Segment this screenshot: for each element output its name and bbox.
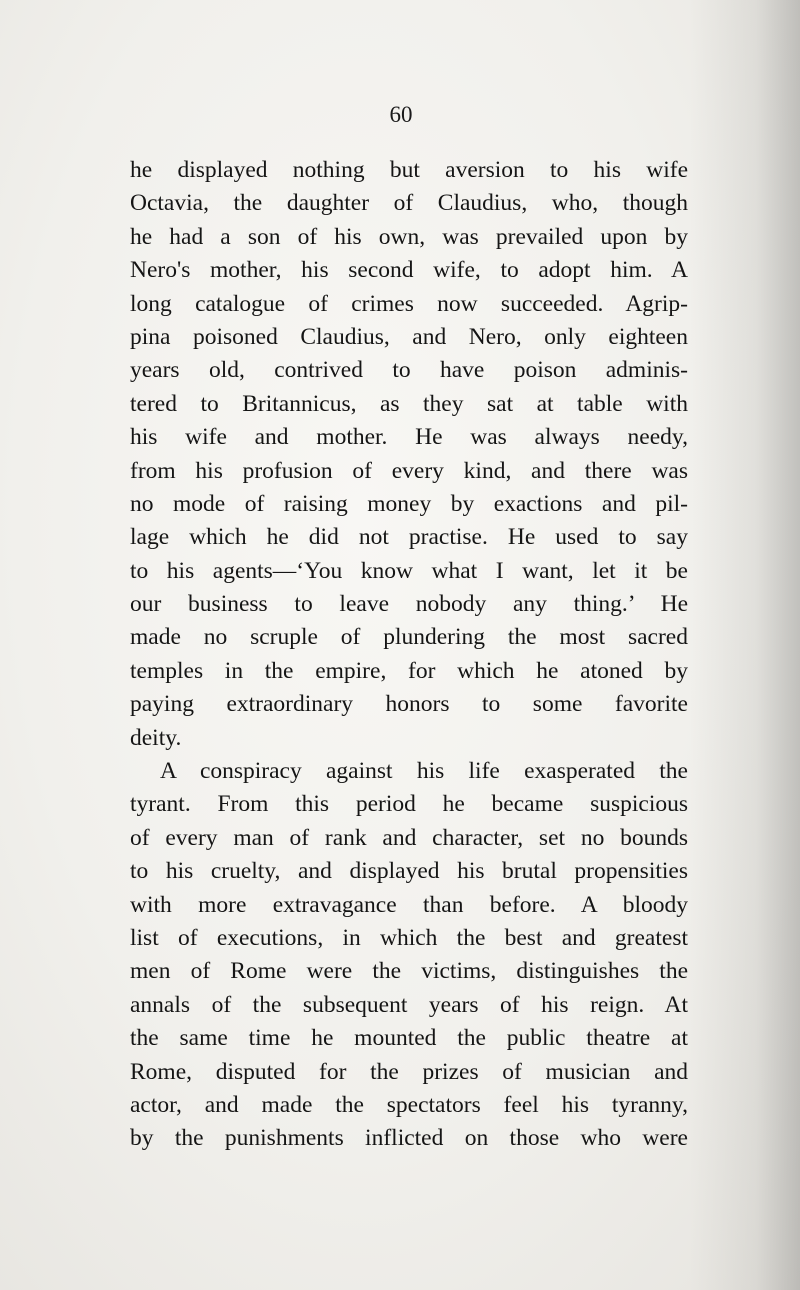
- text-line: actor, and made the spectators feel his tyranny,: [130, 1091, 688, 1118]
- text-line: men of Rome were the victims, distinguishes the: [130, 958, 688, 985]
- paragraph: [130, 755, 688, 1156]
- text-line: made no scruple of plundering the most sacred: [130, 624, 688, 651]
- text-line: to his cruelty, and displayed his brutal propensities: [130, 858, 688, 885]
- text-line: years old, contrived to have poison adminis-: [130, 357, 688, 384]
- text-line: with more extravagance than before. A bloody: [130, 891, 688, 918]
- text-line: of every man of rank and character, set no bounds: [130, 824, 688, 851]
- text-line: Rome, disputed for the prizes of musician and: [130, 1058, 688, 1085]
- text-line: lage which he did not practise. He used to say: [130, 524, 688, 551]
- body-text: [130, 154, 688, 1156]
- text-line: paying extraordinary honors to some favorite: [130, 691, 688, 718]
- text-line: list of executions, in which the best and greatest: [130, 924, 688, 951]
- text-line: Octavia, the daughter of Claudius, who, though: [130, 190, 688, 217]
- text-line: tyrant. From this period he became suspicious: [130, 791, 688, 818]
- text-line: his wife and mother. He was always needy,: [130, 424, 688, 451]
- text-line: pina poisoned Claudius, and Nero, only eighteen: [130, 323, 688, 350]
- text-line: by the punishments inflicted on those who were: [130, 1125, 688, 1152]
- text-line: A conspiracy against his life exasperated the: [160, 758, 688, 785]
- text-line: no mode of raising money by exactions and pil-: [130, 490, 688, 517]
- text-line: from his profusion of every kind, and there was: [130, 457, 688, 484]
- text-line: our business to leave nobody any thing.’ He: [130, 591, 688, 618]
- paragraph: [130, 154, 688, 755]
- text-line: annals of the subsequent years of his reign. At: [130, 991, 688, 1018]
- text-line: the same time he mounted the public theatre at: [130, 1025, 688, 1052]
- page-edge-shadow: [690, 0, 800, 1290]
- text-line: long catalogue of crimes now succeeded. Agrip-: [130, 290, 688, 317]
- text-line: to his agents—‘You know what I want, let it be: [130, 557, 688, 584]
- text-line: he displayed nothing but aversion to his wife: [130, 157, 688, 183]
- text-line: tered to Britannicus, as they sat at table with: [130, 390, 688, 417]
- text-line: temples in the empire, for which he atoned by: [130, 657, 688, 684]
- page-number: 60: [389, 102, 413, 127]
- text-line: deity.: [130, 724, 182, 751]
- text-line: Nero's mother, his second wife, to adopt him. A: [130, 257, 688, 284]
- text-line: he had a son of his own, was prevailed upon by: [130, 223, 688, 250]
